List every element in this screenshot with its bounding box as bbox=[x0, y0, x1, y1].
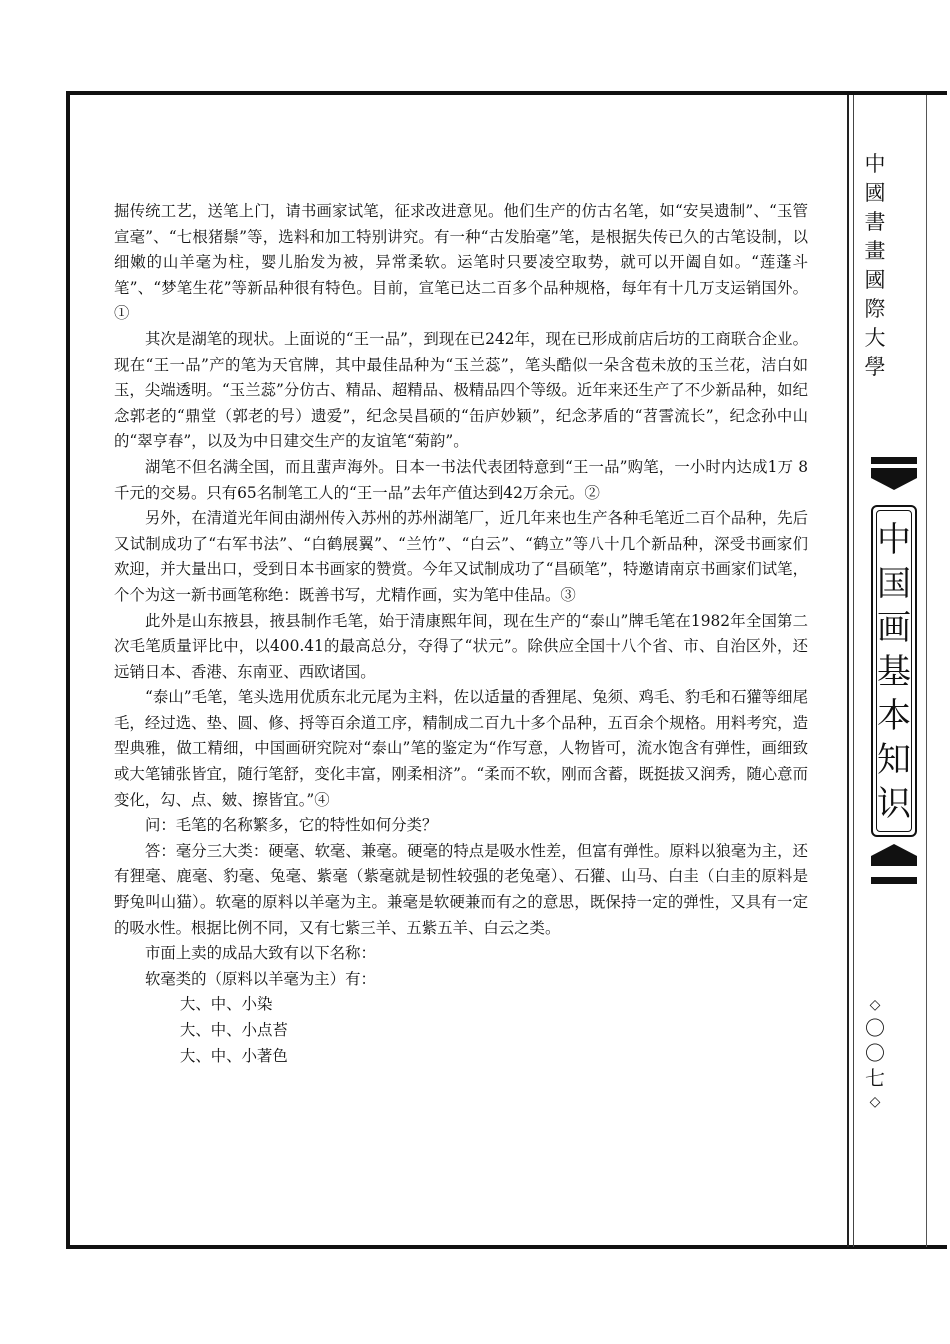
page-digit: 七 bbox=[865, 1066, 885, 1090]
paragraph: 软毫类的（原料以羊毫为主）有： bbox=[145, 969, 376, 988]
page-digit: 〇 bbox=[865, 1016, 885, 1040]
series-top-bar bbox=[871, 457, 917, 464]
series-char: 中 bbox=[877, 520, 911, 560]
paragraph: 掘传统工艺，送笔上门，请书画家试笔，征求改进意见。他们生产的仿古名笔，如“安吴遗制”、“玉管宣毫”、“七根猪鬃”等，选料和加工特别讲究。有一种“古发胎毫”笔，是根据失传已久的古笔设制，以细嫩的山羊毫为柱，婴儿胎发为被，异常柔软。运笔时只要凌空取势，就可以开阖自如。“莲蓬斗笔”、“梦笔生花”等新品种很有特色。目前，宣笔已达二百多个品种规格，每年有十几万支运销国外。① bbox=[114, 202, 808, 323]
page-digit: 〇 bbox=[865, 1041, 885, 1065]
series-bottom-bar bbox=[871, 877, 917, 884]
paragraph: 市面上卖的成品大致有以下名称： bbox=[145, 944, 376, 963]
publisher-vertical-title bbox=[861, 150, 889, 382]
series-char: 基 bbox=[877, 652, 911, 692]
list-item: 大、中、小染 bbox=[180, 995, 273, 1014]
paragraph: “泰山”毛笔，笔头选用优质东北元尾为主料，佐以适量的香狸尾、兔须、鸡毛、豹毛和石獾等细尾毛，经过选、垫、圆、修、捋等百余道工序，精制成二百九十多个品种，五百余个规格。用料考究，造型典雅，做工精细，中国画研究院对“泰山”笔的鉴定为“作写意，人物皆可，流水饱含有弹性，画细致或大笔铺张皆宜，随行笔舒，变化丰富，刚柔相济”。“柔而不软，刚而含蓄，既挺拔又润秀，随心意而变化，勾、点、皴、擦皆宜。”④ bbox=[114, 688, 808, 809]
side-rule-inner bbox=[853, 95, 854, 1247]
answer: 答：毫分三大类：硬毫、软毫、兼毫。硬毫的特点是吸水性差，但富有弹性。原料以狼毫为主，还有狸毫、鹿毫、豹毫、兔毫、紫毫（紫毫就是韧性较强的老兔毫）、石獾、山马、白圭（白圭的原料是野兔叫山猫）。软毫的原料以羊毫为主。兼毫是软硬兼而有之的意思，既保持一定的弹性，又具有一定的吸水性。根据比例不同，又有七紫三羊、五紫五羊、白云之类。 bbox=[114, 841, 808, 937]
body-text bbox=[114, 199, 808, 1069]
publisher-char: 國 bbox=[864, 268, 886, 292]
publisher-char: 學 bbox=[864, 355, 886, 379]
publisher-char: 書 bbox=[864, 210, 886, 234]
publisher-char: 中 bbox=[864, 152, 886, 176]
series-char: 画 bbox=[877, 608, 911, 648]
publisher-char: 際 bbox=[864, 297, 886, 321]
paragraph: 另外，在清道光年间由湖州传入苏州的苏州湖笔厂，近几年来也生产各种毛笔近二百个品种，先后又试制成功了“右军书法”、“白鹤展翼”、“兰竹”、“白云”、“鹤立”等八十几个新品种，深受书画家们欢迎，并大量出口，受到日本书画家的赞赏。今年又试制成功了“昌硕笔”，特邀请南京书画家们试笔，个个为这一新书画笔称绝：既善书写，尤精作画，实为笔中佳品。③ bbox=[114, 509, 808, 604]
publisher-char: 國 bbox=[864, 181, 886, 205]
page-number bbox=[861, 994, 889, 1113]
side-rule-edge bbox=[926, 95, 927, 1247]
paragraph: 其次是湖笔的现状。上面说的“王一品”，到现在已242年，现在已形成前店后坊的工商联合企业。现在“王一品”产的笔为天官牌，其中最佳品种为“玉兰蕊”，笔头酷似一朵含苞未放的玉兰花，洁白如玉，尖端透明。“玉兰蕊”分仿古、精品、超精品、极精品四个等级。近年来还生产了不少新品种，如纪念郭老的“鼎堂（郭老的号）遗爱”，纪念吴昌硕的“缶庐妙颖”，纪念茅盾的“苕霅流长”，纪念孙中山的“翠亨春”，以及为中日建交生产的友谊笔“菊韵”。 bbox=[114, 329, 808, 451]
paragraph: 此外是山东掖县，掖县制作毛笔，始于清康熙年间，现在生产的“泰山”牌毛笔在1982年全国第二次毛笔质量评比中，以400.41的最高总分，夺得了“状元”。除供应全国十八个省、市、自治区外，还远销日本、香港、东南亚、西欧诸国。 bbox=[114, 611, 808, 681]
question: 问：毛笔的名称繁多，它的特性如何分类？ bbox=[145, 816, 438, 835]
side-rule bbox=[847, 95, 849, 1247]
publisher-char: 畫 bbox=[864, 239, 886, 263]
list-item: 大、中、小著色 bbox=[180, 1046, 288, 1065]
series-char: 本 bbox=[877, 696, 911, 736]
series-bottom-ornament bbox=[871, 844, 917, 866]
series-char: 国 bbox=[877, 564, 911, 604]
series-vertical-title bbox=[871, 518, 917, 826]
paragraph: 湖笔不但名满全国，而且蜚声海外。日本一书法代表团特意到“王一品”购笔，一小时内达成1万 8千元的交易。只有65名制笔工人的“王一品”去年产值达到42万余元。② bbox=[114, 457, 808, 502]
series-top-ornament bbox=[871, 468, 917, 490]
publisher-char: 大 bbox=[864, 326, 886, 350]
series-char: 知 bbox=[877, 740, 911, 780]
series-char: 识 bbox=[877, 784, 911, 824]
diamond-mark: ◇ bbox=[869, 997, 881, 1013]
diamond-mark: ◇ bbox=[869, 1094, 881, 1110]
list-item: 大、中、小点苔 bbox=[180, 1021, 288, 1039]
